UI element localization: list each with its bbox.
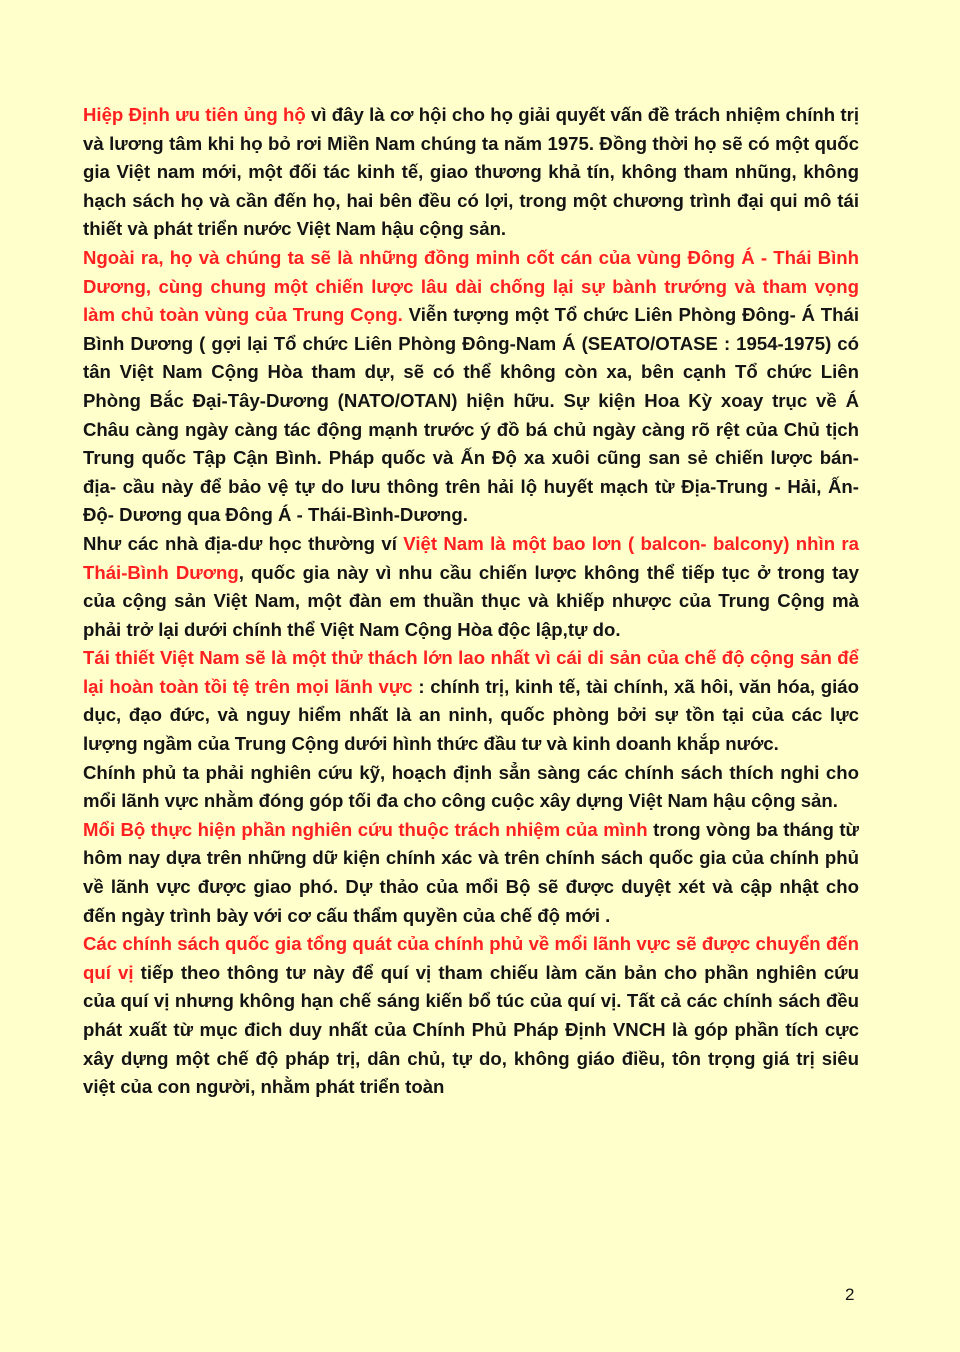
- page-number: 2: [845, 1285, 855, 1304]
- body-text: , quốc gia này vì nhu cầu chiến lược không thể tiếp tục ở trong tay của cộng sản Việt Nam, một đàn em thuần thục và khiếp nhược của Trung Cộng mà phải trở lại dưới chính thể Việt Nam Cộng Hòa độc lập,tự do.: [83, 561, 859, 640]
- highlight-text: Hiệp Định ưu tiên ủng hộ: [83, 104, 306, 125]
- paragraph-6: [83, 816, 859, 930]
- body-text: vì đây là cơ hội cho họ giải quyết vấn đề trách nhiệm chính trị và lương tâm khi họ bỏ rơi Miền Nam chúng ta năm 1975. Đồng thời họ sẽ có một quốc gia Việt nam mới, một đối tác kinh tế, giao thương khả tín, không tham nhũng, không hạch sách họ và cần đến họ, hai bên đều có lợi, trong một chương trình đại qui mô tái thiết và phát triển nước Việt Nam hậu cộng sản.: [83, 104, 859, 240]
- document-body: [83, 101, 859, 1102]
- highlight-text: Các chính sách quốc gia tổng quát của chính phủ về mổi lãnh vực sẽ được chuyển đến quí vị: [83, 933, 859, 983]
- body-text: tiếp theo thông tư này để quí vị tham chiếu làm căn bản cho phần nghiên cứu của quí vị nhưng không hạn chế sáng kiến bổ túc của quí vị. Tất cả các chính sách đều phát xuất từ mục đich duy nhất của Chính Phủ Pháp Định VNCH là góp phần tích cực xây dựng một chế độ pháp trị, dân chủ, tự do, không giáo điều, tôn trọng giá trị siêu việt của con người, nhằm phát triển toàn: [83, 961, 859, 1098]
- paragraph-5: [83, 759, 859, 816]
- paragraph-4: [83, 644, 859, 758]
- paragraph-1: [83, 101, 859, 244]
- highlight-text: Việt Nam là một bao lơn ( balcon- balcony) nhìn ra Thái-Bình Dương: [83, 532, 859, 583]
- highlight-text: Ngoài ra, họ và chúng ta sẽ là những đồng minh cốt cán của vùng Đông Á - Thái Bình Dương, cùng chung một chiến lược lâu dài chống lại sự bành trướng và tham vọng làm chủ toàn vùng của Trung Cọng.: [83, 246, 859, 326]
- highlight-text: Tái thiết Việt Nam sẽ là một thử thách lớn lao nhất vì cái di sản của chế độ cộng sản để lại hoàn toàn tồi tệ trên mọi lãnh vực: [83, 647, 859, 697]
- paragraph-3: [83, 530, 859, 644]
- body-text: : chính trị, kinh tế, tài chính, xã hôi, văn hóa, giáo dục, đạo đức, và nguy hiểm nhất là an ninh, quốc phòng bởi sự tồn tại của các lực lượng ngầm của Trung Cộng dưới hình thức đầu tư và kinh doanh khắp nước.: [83, 675, 859, 755]
- body-text: Chính phủ ta phải nghiên cứu kỹ, hoạch định sẳn sàng các chính sách thích nghi cho mổi lãnh vực nhằm đóng góp tối đa cho công cuộc xây dựng Việt Nam hậu cộng sản.: [83, 761, 859, 812]
- paragraph-7: [83, 930, 859, 1102]
- body-text: Viễn tượng một Tổ chức Liên Phòng Đông- Á Thái Bình Dương ( gợi lại Tổ chức Liên Phòng Đông-Nam Á (SEATO/OTASE : 1954-1975) có tân Việt Nam Cộng Hòa tham dự, sẽ có thể không còn xa, bên cạnh Tổ chức Liên Phòng Bắc Đại-Tây-Dương (NATO/OTAN) hiện hữu. Sự kiện Hoa Kỳ xoay trục về Á Châu càng ngày càng tác động mạnh trước ý đồ bá chủ ngày càng rõ rệt của Chủ tịch Trung quốc Tập Cận Bình. Pháp quốc và Ấn Độ xa xuôi cũng san sẻ chiến lược bán-địa- cầu này để bảo vệ tự do lưu thông trên hải lộ huyết mạch từ Địa-Trung - Hải, Ấn- Độ- Dương qua Đông Á - Thái-Bình-Dương.: [83, 304, 859, 526]
- paragraph-2: [83, 244, 859, 530]
- body-text: Như các nhà địa-dư học thường ví: [83, 532, 404, 554]
- highlight-text: Mổi Bộ thực hiện phần nghiên cứu thuộc trách nhiệm của mình: [83, 818, 648, 840]
- body-text: trong vòng ba tháng từ hôm nay dựa trên những dữ kiện chính xác và trên chính sách quốc gia của chính phủ về lãnh vực được giao phó. Dự thảo của mổi Bộ sẽ được duyệt xét và cập nhật cho đến ngày trình bày với cơ cấu thẩm quyền của chế độ mới .: [83, 818, 859, 926]
